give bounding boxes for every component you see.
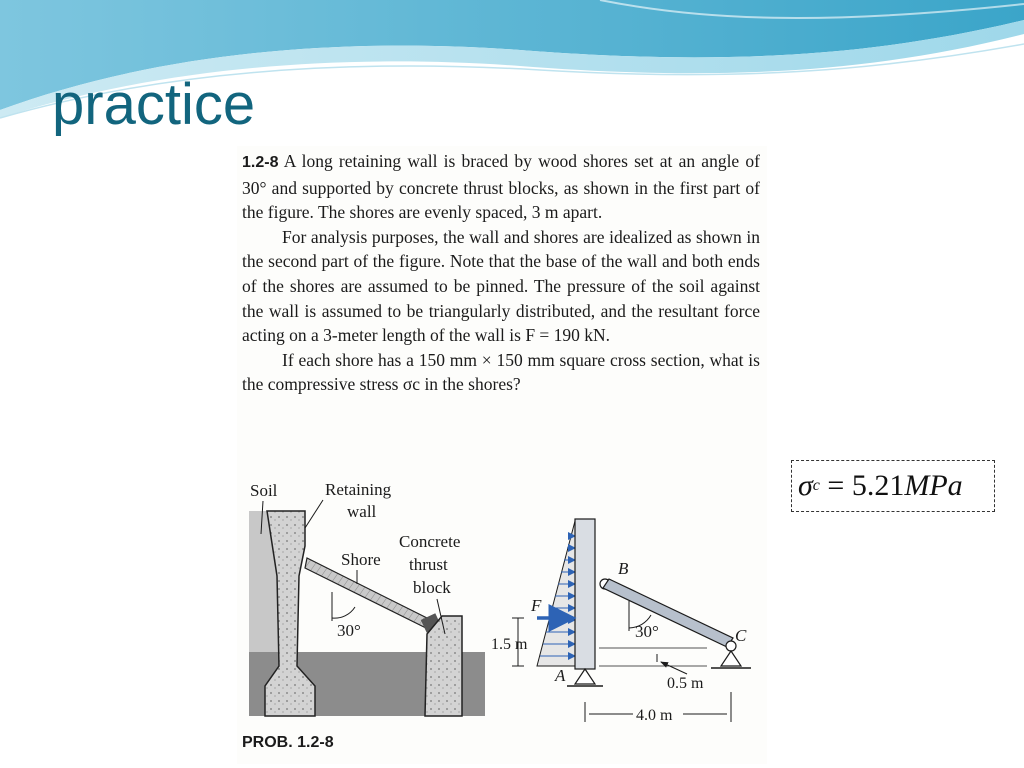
- left-sketch: [249, 480, 485, 716]
- answer-value: 5.21: [851, 469, 905, 502]
- label-block-2: thrust: [409, 555, 448, 574]
- label-angle-right: 30°: [635, 622, 659, 641]
- problem-image: [237, 146, 767, 764]
- label-block-3: block: [413, 578, 451, 597]
- answer-symbol: σ: [798, 469, 813, 502]
- problem-paragraph-1: 1.2-8 A long retaining wall is braced by wood shores set at an angle of 30° and supported by concrete thrust blocks, as shown in the first part of the figure. The shores are evenly spaced, 3 m apart.: [242, 151, 760, 223]
- label-dim-span: 4.0 m: [636, 707, 673, 724]
- problem-statement: [242, 149, 760, 397]
- label-shore: Shore: [341, 550, 381, 569]
- label-point-b: B: [618, 559, 629, 578]
- label-retaining-wall-2: wall: [347, 502, 377, 521]
- figure-caption: PROB. 1.2-8: [242, 734, 334, 751]
- label-angle-left: 30°: [337, 621, 361, 640]
- label-retaining-wall-1: Retaining: [325, 480, 392, 499]
- label-force-f: F: [531, 596, 542, 615]
- answer-unit: MPa: [904, 469, 963, 502]
- answer-subscript: c: [812, 477, 820, 494]
- label-soil: Soil: [250, 481, 278, 500]
- answer-equals: =: [819, 469, 852, 502]
- label-dim-offset: 0.5 m: [667, 675, 704, 692]
- problem-paragraph-3: If each shore has a 150 mm × 150 mm square cross section, what is the compressive stress σc in the shores?: [242, 349, 760, 395]
- problem-figure: [237, 466, 767, 736]
- label-point-c: C: [735, 626, 747, 645]
- label-dim-height: 1.5 m: [491, 636, 528, 653]
- right-model: [491, 519, 751, 724]
- problem-paragraph-2: For analysis purposes, the wall and shores are idealized as shown in the second part of the figure. Note that the base of the wall and both ends of the shores are assumed to be pinned. The pressure of the soil against the wall is assumed to be triangularly distributed, and the resultant force acting on a 3-meter length of the wall is F = 190 kN.: [242, 226, 760, 346]
- answer-box: [791, 460, 995, 512]
- slide-title: practice: [52, 72, 256, 137]
- problem-number: 1.2-8: [242, 154, 279, 171]
- label-block-1: Concrete: [399, 532, 461, 551]
- label-point-a: A: [555, 666, 566, 685]
